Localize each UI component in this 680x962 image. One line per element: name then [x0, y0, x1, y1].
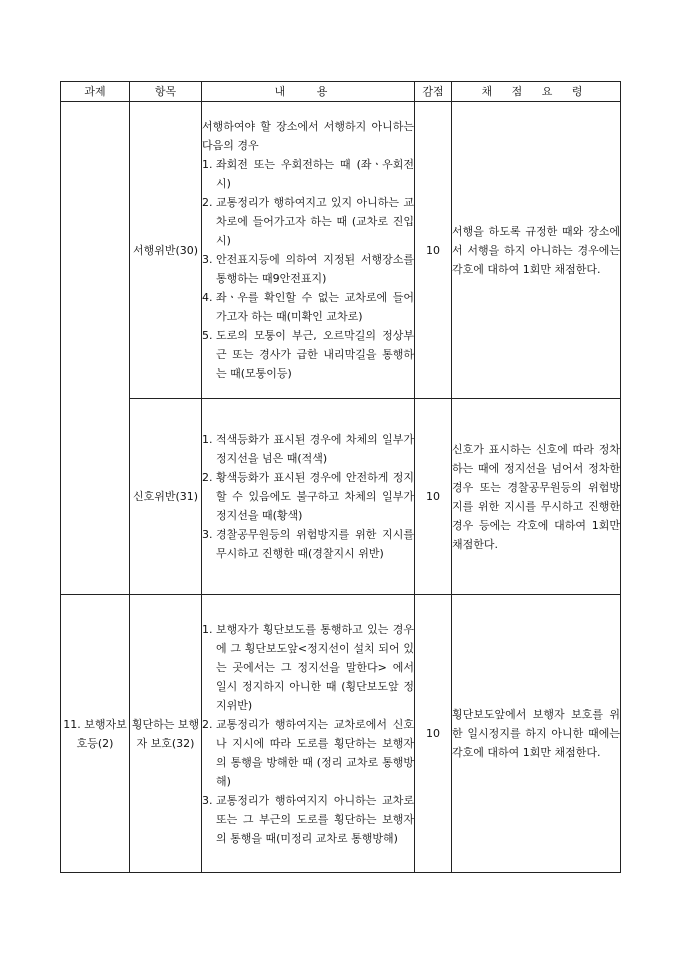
criteria-cell: 횡단보도앞에서 보행자 보호를 위한 일시정지를 하지 아니한 때에는 각호에 대하여 1회만 채점한다.: [452, 595, 621, 873]
content-list: [202, 155, 414, 383]
list-item: 2. 황색등화가 표시된 경우에 안전하게 정지할 수 있음에도 불구하고 차체의 일부가 정지선을 때(황색): [202, 471, 414, 522]
list-item: 1. 좌회전 또는 우회전하는 때 (좌ㆍ우회전시): [202, 158, 414, 190]
header-content: 내 용: [202, 82, 415, 102]
table-row: [61, 399, 621, 595]
list-item: 3. 경찰공무원등의 위험방지를 위한 지시를 무시하고 진행한 때(경찰지시 위반): [202, 528, 414, 560]
item-cell: 횡단하는 보행자 보호(32): [130, 595, 202, 873]
content-cell: [202, 102, 415, 399]
deduction-cell: 10: [415, 399, 452, 595]
list-item: 2. 교통정리가 행하여지는 교차로에서 신호나 지시에 따라 도로를 횡단하는 보행자의 통행을 방해한 때 (정리 교차로 통행방해): [202, 717, 414, 788]
list-item: 5. 도로의 모퉁이 부근, 오르막길의 정상부근 또는 경사가 급한 내리막길을 통행하는 때(모퉁이등): [202, 329, 414, 380]
scoring-table: [60, 81, 621, 873]
task-cell: [61, 102, 130, 595]
header-item: 항목: [130, 82, 202, 102]
table-row: [61, 595, 621, 873]
content-list: [202, 620, 414, 848]
header-deduction: 감점: [415, 82, 452, 102]
deduction-cell: 10: [415, 102, 452, 399]
list-item: 3. 안전표지등에 의하여 지정된 서행장소를 통행하는 때9안전표지): [202, 253, 414, 285]
task-cell: 11. 보행자보호등(2): [61, 595, 130, 873]
header-criteria: 채 점 요 령: [452, 82, 621, 102]
criteria-cell: 신호가 표시하는 신호에 따라 정차하는 때에 정지선을 넘어서 정차한 경우 또는 경찰공무원등의 위험방지를 위한 지시를 무시하고 진행한 경우 등에는 각호에 대하여 1회만 채점한다.: [452, 399, 621, 595]
list-item: 3. 교통정리가 행하여지지 아니하는 교차로 또는 그 부근의 도로를 횡단하는 보행자 의 통행을 때(미정리 교차로 통행방해): [202, 793, 414, 845]
table-row: [61, 102, 621, 399]
criteria-cell: 서행을 하도록 규정한 때와 장소에서 서행을 하지 아니하는 경우에는 각호에 대하여 1회만 채점한다.: [452, 102, 621, 399]
content-cell: [202, 399, 415, 595]
header-row: [61, 82, 621, 102]
list-item: 4. 좌ㆍ우를 확인할 수 없는 교차로에 들어가고자 하는 때(미확인 교차로): [202, 291, 414, 323]
header-task: 과제: [61, 82, 130, 102]
content-intro: 서행하여야 할 장소에서 서행하지 아니하는 다음의 경우: [202, 120, 414, 152]
content-cell: [202, 595, 415, 873]
item-cell: 서행위반(30): [130, 102, 202, 399]
content-list: [202, 430, 414, 563]
list-item: 1. 적색등화가 표시된 경우에 차체의 일부가 정지선을 넘은 때(적색): [202, 433, 414, 465]
item-cell: 신호위반(31): [130, 399, 202, 595]
list-item: 1. 보행자가 횡단보도를 통행하고 있는 경우에 그 횡단보도앞<정지선이 설치 되어 있는 곳에서는 그 정지선을 말한다> 에서 일시 정지하지 아니한 때 (횡단보도앞 정지위반): [202, 622, 414, 712]
deduction-cell: 10: [415, 595, 452, 873]
list-item: 2. 교통정리가 행하여지고 있지 아니하는 교차로에 들어가고자 하는 때 (교차로 진입시): [202, 196, 414, 247]
